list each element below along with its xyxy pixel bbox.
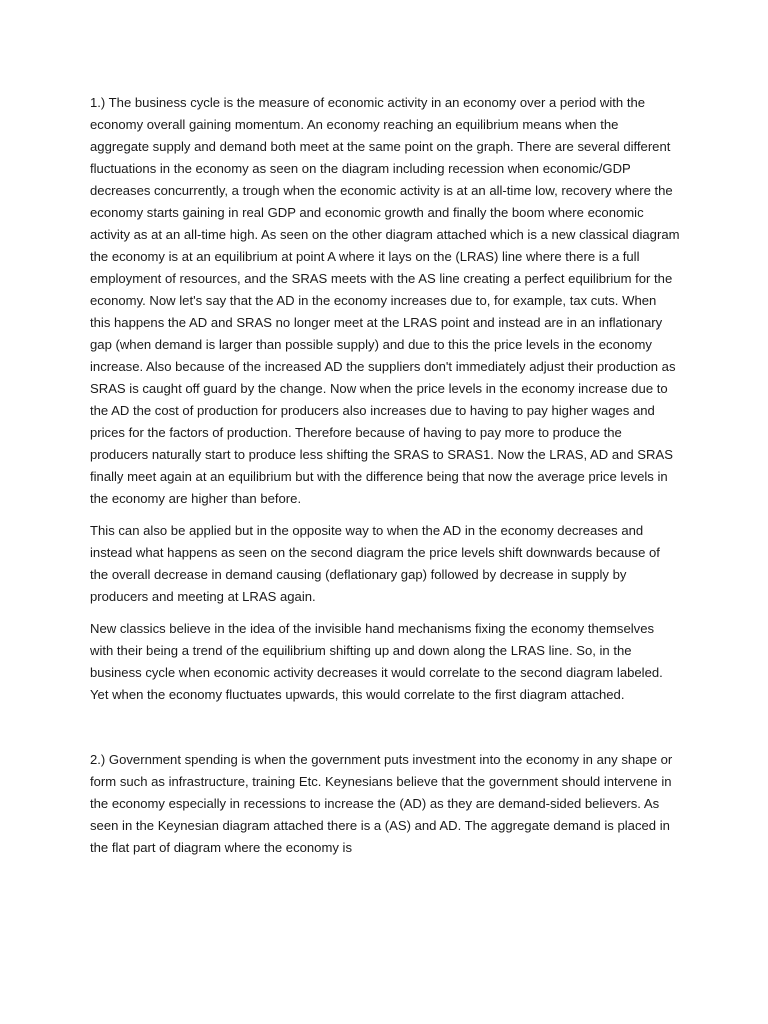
paragraph-government-spending: 2.) Government spending is when the government puts investment into the economy in any shape or form such as infrastructure, training Etc. Keynesians believe that the government should intervene in the economy especially in recessions to increase the (AD) as they are demand-sided believers. As seen in the Keynesian diagram attached there is a (AS) and AD. The aggregate demand is placed in the flat part of diagram where the economy is: [90, 752, 673, 855]
paragraph-business-cycle: 1.) The business cycle is the measure of economic activity in an economy over a period with the economy overall gaining momentum. An economy reaching an equilibrium means when the aggregate supply and demand both meet at the same point on the graph. There are several different fluctuations in the economy as seen on the diagram including recession when economic/GDP decreases concurrently, a trough when the economic activity is at an all-time low, recovery where the economy starts gaining in real GDP and economic growth and finally the boom where economic activity as at an all-time high. As seen on the other diagram attached which is a new classical diagram the economy is at an equilibrium at point A where it lays on the (LRAS) line where there is a full employment of resources, and the SRAS meets with the AS line creating a perfect equilibrium for the economy. Now let's say that the AD in the economy increases due to, for example, tax cuts. When this happens the AD and SRAS no longer meet at the LRAS point and instead are in an inflationary gap (when demand is larger than possible supply) and due to this the price levels in the economy increase. Also because of the increased AD the suppliers don't immediately adjust their production as SRAS is caught off guard by the change. Now when the price levels in the economy increase due to the AD the cost of production for producers also increases due to having to pay higher wages and prices for the factors of production. Therefore because of having to pay more to produce the producers naturally start to produce less shifting the SRAS to SRAS1. Now the LRAS, AD and SRAS finally meet again at an equilibrium but with the difference being that now the average price levels in the economy are higher than before.: [90, 95, 680, 506]
document-body: [90, 92, 680, 859]
paragraph-new-classics: New classics believe in the idea of the invisible hand mechanisms fixing the economy themselves with their being a trend of the equilibrium shifting up and down along the LRAS line. So, in the business cycle when economic activity decreases it would correlate to the second diagram labeled. Yet when the economy fluctuates upwards, this would correlate to the first diagram attached.: [90, 621, 663, 702]
paragraph-ad-decrease: This can also be applied but in the opposite way to when the AD in the economy decreases and instead what happens as seen on the second diagram the price levels shift downwards because of the overall decrease in demand causing (deflationary gap) followed by decrease in supply by producers and meeting at LRAS again.: [90, 523, 660, 604]
